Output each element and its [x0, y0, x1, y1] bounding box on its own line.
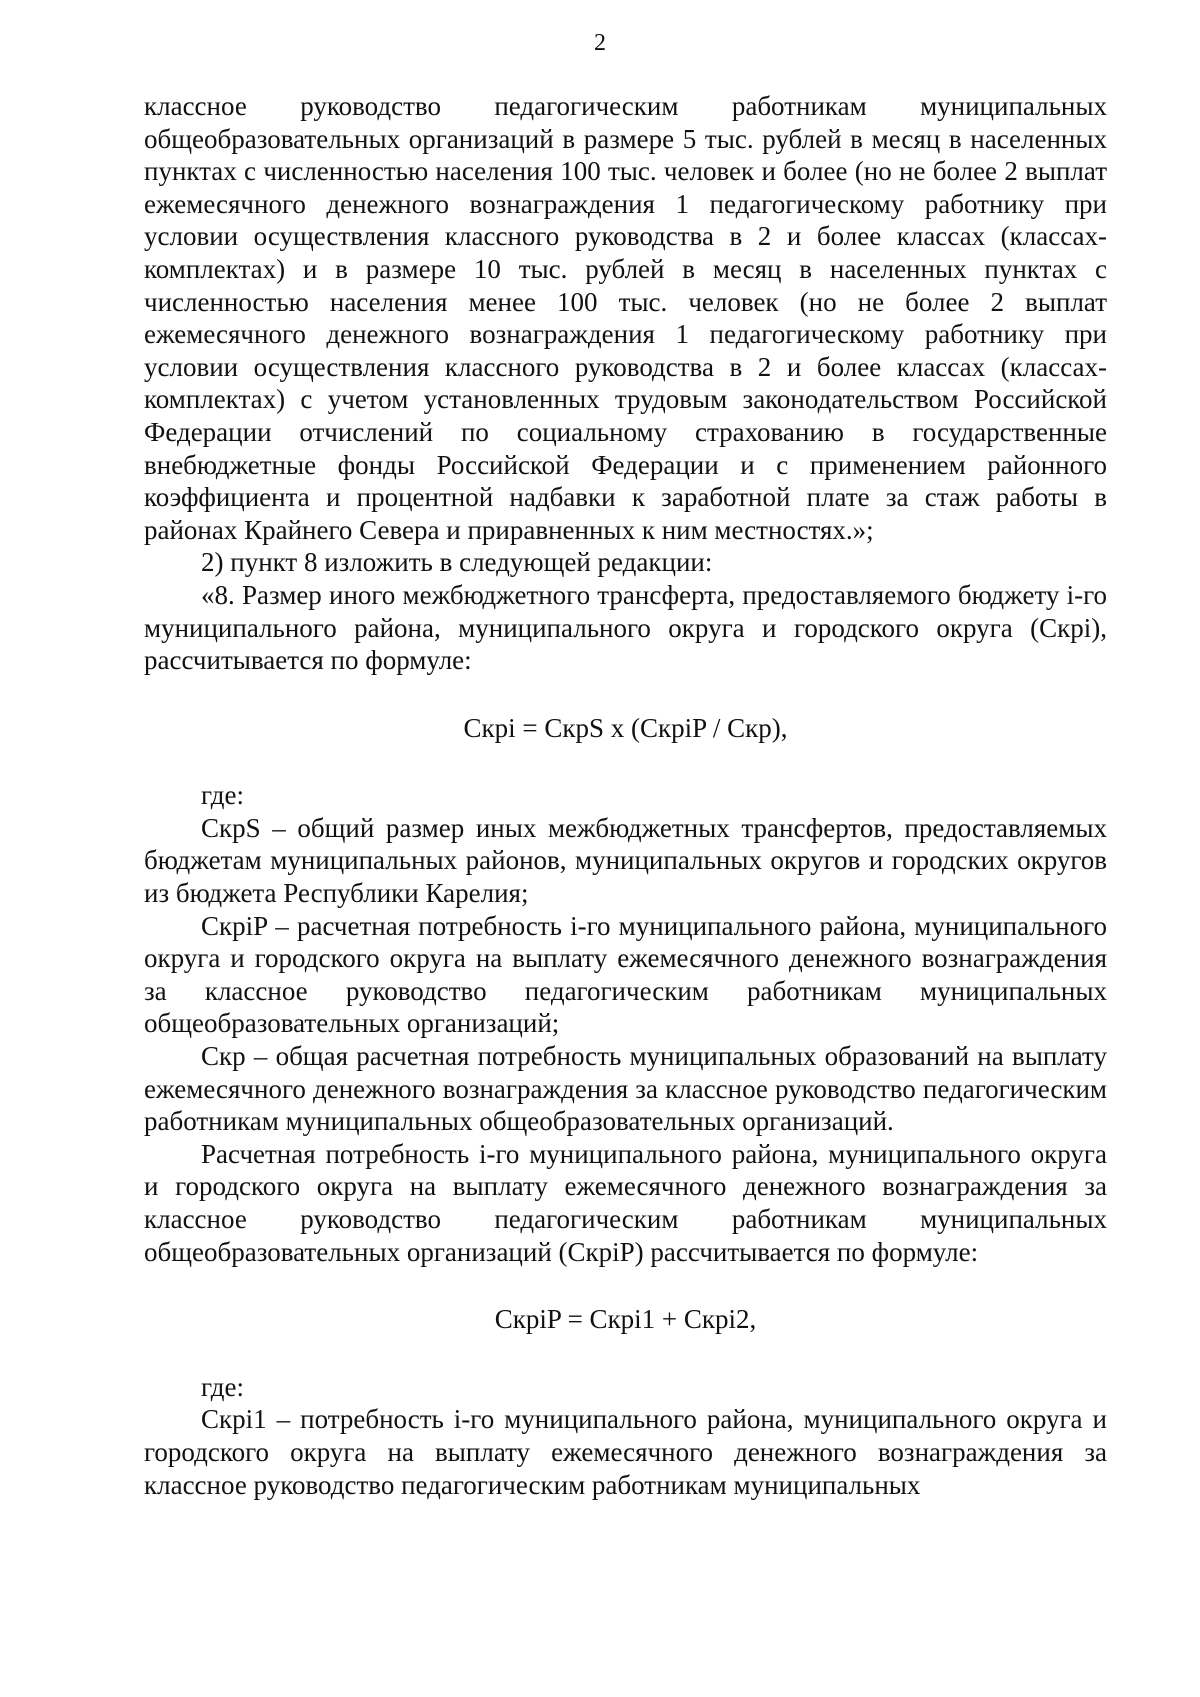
document-body — [144, 90, 1107, 1501]
paragraph-calculated-need: Расчетная потребность i-го муниципального района, муниципального округа и городского округа на выплату ежемесячного денежного вознаграждения за классное руководство педагогическим работникам муниципальных общеобразовательных организаций (CкрiP) рассчитывается по формуле: — [144, 1138, 1107, 1267]
definition-ckrip: CкрiP – расчетная потребность i-го муниципального района, муниципального округа и городского округа на выплату ежемесячного денежного вознаграждения за классное руководство педагогическим работникам муниципальных общеобразовательных организаций; — [144, 910, 1107, 1039]
paragraph-point-8: «8. Размер иного межбюджетного трансферта, предоставляемого бюджету i-го муниципального района, муниципального округа и городского округа (Cкрi), рассчитывается по формуле: — [144, 579, 1107, 676]
page-number: 2 — [594, 30, 606, 56]
definition-ckri1: Cкрi1 – потребность i-го муниципального района, муниципального округа и городского округа на выплату ежемесячного денежного вознаграждения за классное руководство педагогическим работникам муниципальных — [144, 1404, 1107, 1500]
where-label: где: — [201, 1371, 244, 1402]
definition-ckr: Cкр – общая расчетная потребность муниципальных образований на выплату ежемесячного денежного вознаграждения за классное руководство педагогическим работникам муниципальных общеобразовательных организаций. — [144, 1041, 1107, 1137]
definition-ckrs: CкрS – общий размер иных межбюджетных трансфертов, предоставляемых бюджетам муниципальных районов, муниципальных округов и городских округов из бюджета Республики Карелия; — [144, 812, 1107, 909]
paragraph-continued: классное руководство педагогическим работникам муниципальных общеобразовательных организаций в размере 5 тыс. рублей в месяц в населенных пунктах с численностью населения 100 тыс. человек и более (но не более 2 выплат ежемесячного денежного вознаграждения 1 педагогическому работнику при условии осуществления классного руководства в 2 и более классах (классах-комплектах) и в размере 10 тыс. рублей в месяц в населенных пунктах с численностью населения менее 100 тыс. человек (но не более 2 выплат ежемесячного денежного вознаграждения 1 педагогическому работнику при условии осуществления классного руководства в 2 и более классах (классах-комплектах) с учетом установленных трудовым законодательством Российской Федерации отчислений по социальному страхованию в государственные внебюджетные фонды Российской Федерации и с применением районного коэффициента и процентной надбавки к заработной плате за стаж работы в районах Крайнего Севера и приравненных к ним местностях.»; — [144, 91, 1107, 545]
where-label: где: — [201, 780, 244, 811]
formula-ckrip: CкрiP = Cкрi1 + Cкрi2, — [494, 1304, 757, 1335]
paragraph-item-2: 2) пункт 8 изложить в следующей редакции: — [201, 547, 713, 578]
formula-ckri: Cкрi = CкрS x (CкрiP / Cкр), — [463, 712, 788, 743]
